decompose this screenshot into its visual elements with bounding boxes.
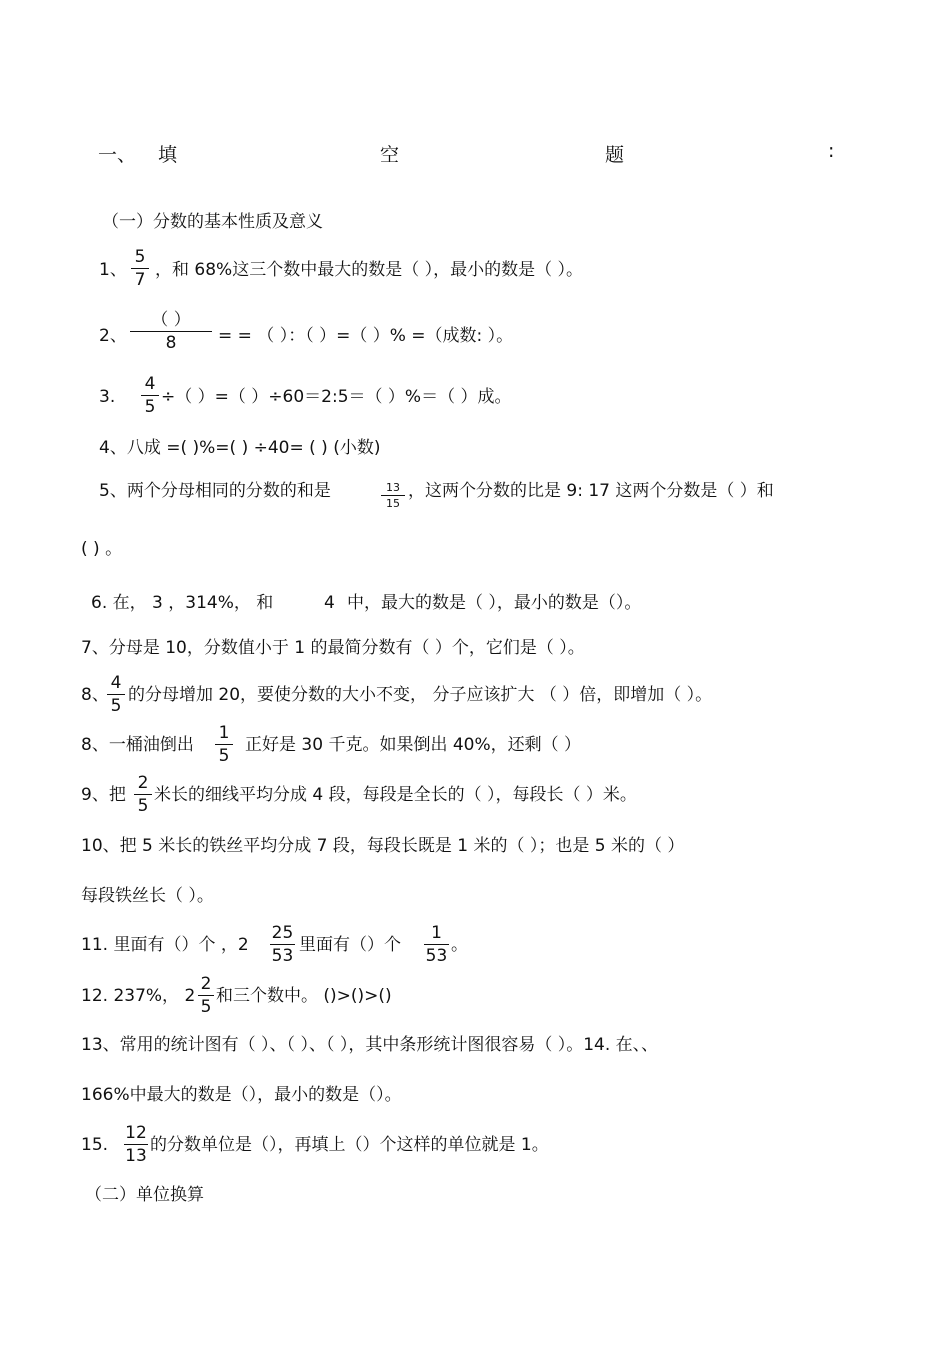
numerator: 2 xyxy=(200,974,212,994)
q6-four: 4 xyxy=(324,593,335,613)
q6-rest: 中，最大的数是（ ），最小的数是（）。 xyxy=(347,593,642,613)
q10-continuation: 每段铁丝长（ ）。 xyxy=(81,886,214,906)
q11-end: 。 xyxy=(451,935,468,955)
numerator: 4 xyxy=(110,673,122,693)
denominator: 5 xyxy=(137,796,149,816)
subsection-title-2: （二）单位换算 xyxy=(85,1185,204,1205)
q12-prefix: 12. 237%， 2 xyxy=(81,986,196,1006)
denominator: 8 xyxy=(165,333,177,353)
numerator: 5 xyxy=(134,247,146,267)
q11-fraction-1 xyxy=(270,923,295,966)
denominator: 7 xyxy=(134,270,146,290)
q8a-number: 8、 xyxy=(81,685,109,705)
numerator: 1 xyxy=(431,923,442,943)
q3-text: ÷（ ）=（ ）÷60＝2:5＝（ ）%＝（ ）成。 xyxy=(161,387,512,407)
q12-fraction xyxy=(198,974,214,1017)
q2-number: 2、 xyxy=(99,326,127,346)
numerator: 1 xyxy=(218,723,230,743)
q8b-text: 正好是 30 千克。如果倒出 40%，还剩（ ） xyxy=(245,735,582,755)
heading-char-5: : xyxy=(828,140,835,162)
denominator: 5 xyxy=(144,397,156,417)
q11-fraction-2 xyxy=(424,923,449,966)
numerator: 13 xyxy=(386,481,400,494)
heading-char-4: 题 xyxy=(605,144,625,166)
q10-text: 10、把 5 米长的铁丝平均分成 7 段，每段长既是 1 米的（ ）；也是 5 米的（ ） xyxy=(81,836,685,856)
q2-fraction xyxy=(130,310,212,353)
q12-text: 和三个数中。 ()>()>() xyxy=(216,986,392,1006)
q8b-fraction xyxy=(215,723,233,766)
q5-prefix: 5、两个分母相同的分数的和是 xyxy=(99,481,331,501)
q5-continuation: ( ) 。 xyxy=(81,539,123,559)
denominator: 13 xyxy=(125,1146,147,1166)
q1-text: ，和 68%这三个数中最大的数是（ ），最小的数是（ ）。 xyxy=(155,260,583,280)
denominator: 15 xyxy=(386,497,400,510)
denominator: 5 xyxy=(200,997,212,1017)
denominator: 53 xyxy=(425,946,448,966)
q15-text: 的分数单位是（），再填上（）个这样的单位就是 1。 xyxy=(150,1135,549,1155)
q3-number: 3. xyxy=(99,387,116,407)
q9-fraction xyxy=(134,773,152,816)
q11-prefix: 11. 里面有（）个 ，2 xyxy=(81,935,249,955)
q1-number: 1、 xyxy=(99,260,127,280)
q15-fraction xyxy=(124,1123,148,1166)
numerator: 2 xyxy=(137,773,149,793)
denominator: 53 xyxy=(271,946,294,966)
q5-text: ，这两个分数的比是 9: 17 这两个分数是（ ）和 xyxy=(408,481,774,501)
q13-text: 13、常用的统计图有（ ）、（ ）、（ ），其中条形统计图很容易（ ）。14. 在、、 xyxy=(81,1035,659,1055)
q9-text: 米长的细线平均分成 4 段，每段是全长的（ ），每段长（ ）米。 xyxy=(154,785,637,805)
q8a-fraction xyxy=(107,673,125,716)
denominator: 5 xyxy=(218,746,230,766)
denominator: 5 xyxy=(110,696,122,716)
q15-number: 15. xyxy=(81,1135,109,1155)
q3-fraction xyxy=(141,374,159,417)
numerator: 12 xyxy=(125,1123,147,1143)
q8b-prefix: 8、一桶油倒出 xyxy=(81,735,194,755)
numerator: 4 xyxy=(144,374,156,394)
heading-char-3: 空 xyxy=(380,144,400,166)
numerator: （ ） xyxy=(151,310,191,330)
q5-fraction xyxy=(381,481,405,510)
q1-fraction xyxy=(131,247,149,290)
heading-char-2: 填 xyxy=(158,144,178,166)
q7-text: 7、分母是 10，分数值小于 1 的最简分数有（ ）个，它们是（ ）。 xyxy=(81,638,585,658)
q6-text: 6. 在， 3 ，314%， 和 xyxy=(91,593,274,613)
heading-char-1: 一、 xyxy=(98,144,137,166)
subsection-title: （一）分数的基本性质及意义 xyxy=(102,212,323,232)
q11-middle: 里面有（）个 xyxy=(299,935,401,955)
numerator: 25 xyxy=(271,923,294,943)
q2-text: = = （ ）：（ ）=（ ）% =（成数: ）。 xyxy=(218,326,514,346)
q9-prefix: 9、把 xyxy=(81,785,126,805)
q14-continuation: 166%中最大的数是（），最小的数是（）。 xyxy=(81,1085,402,1105)
q4-text: 4、八成 =( )%=( ) ÷40= ( ) (小数) xyxy=(99,438,381,458)
q8a-text: 的分母增加 20，要使分数的大小不变， 分子应该扩大 （ ）倍，即增加（ ）。 xyxy=(128,685,713,705)
